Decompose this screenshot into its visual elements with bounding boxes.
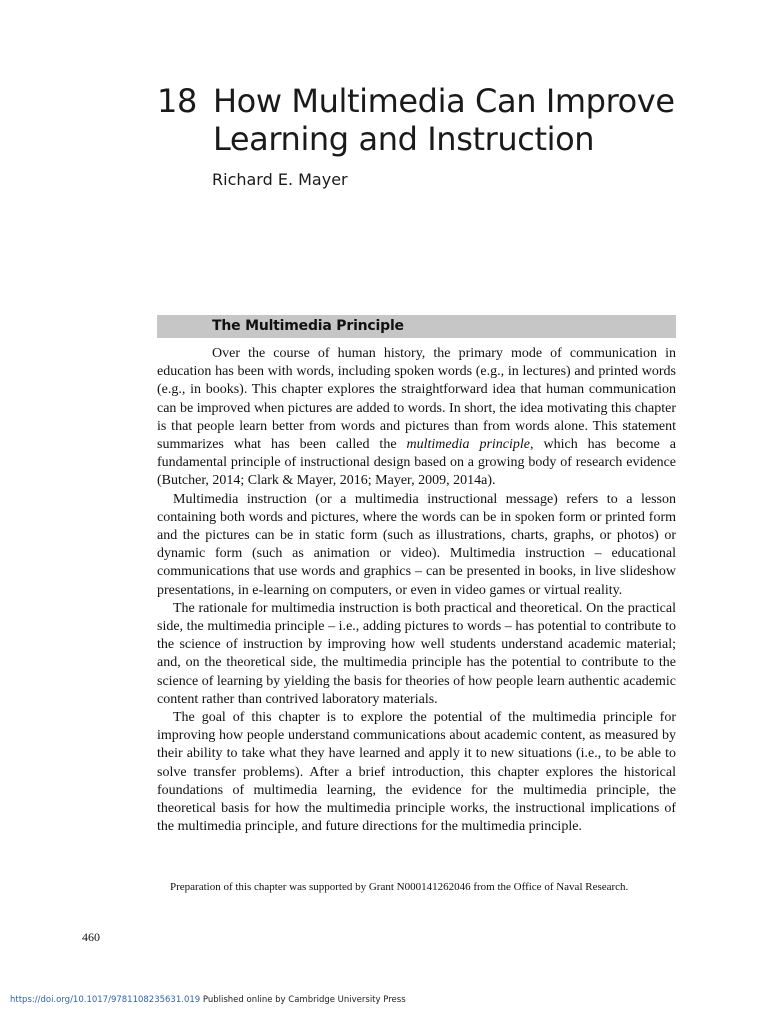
chapter-number: 18 — [157, 82, 197, 120]
doi-link[interactable]: https://doi.org/10.1017/9781108235631.019 — [10, 995, 201, 1005]
footer-bar — [0, 992, 768, 1008]
paragraph-3: The rationale for multimedia instruction is both practical and theoretical. On the practical side, the multimedia principle – i.e., adding pictures to words – has potential to contribute to the science of instruction by improving how well students understand academic material; and, on the theoretical side, the multimedia principle has the potential to contribute to the science of learning by yielding the basis for theories of how people learn authentic academic content rather than contrived laboratory materials. — [157, 600, 676, 707]
paragraph-4: The goal of this chapter is to explore the potential of the multimedia principle for improving how people understand communications about academic content, as measured by their ability to take what they have learned and apply it to new situations (i.e., to be able to solve transfer problems). After a brief introduction, this chapter explores the historical foundations of multimedia learning, the evidence for the multimedia principle, the theoretical basis for how the multimedia principle works, the instructional implications of the multimedia principle, and future directions for the multimedia principle. — [157, 710, 676, 835]
body-text — [157, 345, 676, 836]
chapter-title-text: How Multimedia Can Improve Learning and Instruction — [213, 82, 675, 158]
published-text: Published online by Cambridge University Press — [200, 995, 406, 1005]
chapter-title — [157, 82, 717, 158]
page-number: 460 — [82, 930, 100, 944]
paragraph-1-part-b: , which has become a fundamental principle of instructional design based on a growing body of research evidence (Butcher, 2014; Clark & Mayer, 2016; Mayer, 2009, 2014a). — [157, 437, 677, 489]
paragraph-1 — [157, 345, 676, 491]
chapter-author: Richard E. Mayer — [212, 170, 348, 189]
paragraph-1-emphasis: multimedia principle — [406, 437, 531, 453]
paragraph-1-part-a: Over the course of human history, the primary mode of communication in education has been with words, including spoken words (e.g., in lectures) and printed words (e.g., in books). This chapter explores the straightforward idea that human communication can be improved when pictures are added to words. In short, the idea motivating this chapter is that people learn better from words and pictures than from words alone. This statement summarizes what has been called the — [157, 346, 676, 453]
section-heading: The Multimedia Principle — [157, 315, 676, 338]
footnote: Preparation of this chapter was supported by Grant N000141262046 from the Office of Naval Research. — [170, 881, 629, 893]
paragraph-2: Multimedia instruction (or a multimedia instructional message) refers to a lesson containing both words and pictures, where the words can be in spoken form or printed form and the pictures can be in static form (such as illustrations, charts, graphs, or photos) or dynamic form (such as animation or video). Multimedia instruction – educational communications that use words and graphics – can be presented in books, in live slideshow presentations, in e-learning on computers, or even in video games or virtual reality. — [157, 491, 676, 598]
